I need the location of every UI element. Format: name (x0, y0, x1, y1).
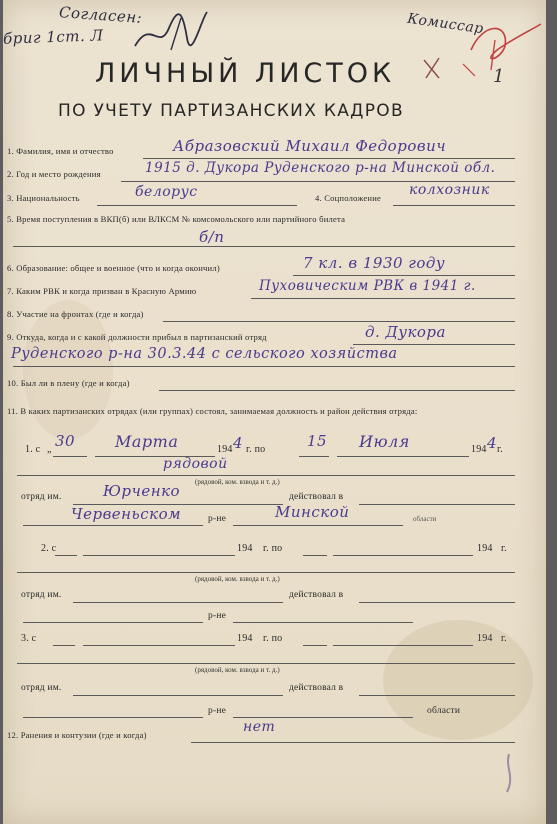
page-subtitle: ПО УЧЕТУ ПАРТИЗАНСКИХ КАДРОВ (58, 101, 404, 121)
ink-mark (495, 752, 525, 802)
service-1-district-label: р-не (208, 514, 227, 524)
service-3-year-suffix: г. (501, 633, 507, 644)
field-12-label: 12. Ранения и контузии (где и когда) (7, 730, 147, 740)
commissar-note: Комиссар (406, 10, 485, 38)
field-5-value: б/п (199, 228, 225, 246)
service-1-from-month: Марта (115, 432, 179, 451)
field-4-value: колхозник (409, 182, 490, 198)
field-6-line (293, 275, 515, 276)
field-12-line (191, 742, 515, 743)
service-2-to-label: г. по (263, 543, 283, 554)
service-1-position-hint: (рядовой, ком. взвода и т. д.) (195, 478, 280, 486)
service-3-unit-label: отряд им. (21, 683, 62, 693)
field-5-line (13, 246, 515, 247)
field-8-label: 8. Участие на фронтах (где и когда) (7, 309, 144, 319)
field-1-line (143, 158, 515, 159)
service-2-from-year: 194 (237, 543, 253, 554)
field-9-line (353, 344, 515, 345)
field-5-label: 5. Время поступления в ВКП(б) или ВЛКСМ № комсомольского или партийного билета (7, 214, 346, 224)
service-2-acted-label: действовал в (289, 590, 344, 600)
field-6-value: 7 кл. в 1930 году (303, 254, 446, 272)
signature-scribble (131, 8, 211, 58)
field-10-label: 10. Был ли в плену (где и когда) (7, 378, 130, 388)
field-6-label: 6. Образование: общее и военное (что и когда окончил) (7, 263, 220, 273)
service-3-acted-label: действовал в (289, 683, 344, 693)
service-1-acted-label: действовал в (289, 492, 344, 502)
field-10-line (159, 390, 515, 391)
field-3-value: белорус (135, 184, 198, 200)
service-1-to-day: 15 (307, 432, 328, 450)
page-title: ЛИЧНЫЙ ЛИСТОК (95, 58, 396, 89)
service-1-unit-label: отряд им. (21, 492, 62, 502)
field-12-value: нет (243, 719, 276, 735)
service-1-to-label: г. по (246, 444, 266, 455)
field-4-line (393, 205, 515, 206)
agreed-note: Согласен: (58, 3, 143, 27)
service-1-to-month: Июля (359, 432, 410, 451)
service-2-to-year: 194 (477, 543, 493, 554)
field-4-label: 4. Соцположение (315, 193, 382, 203)
service-3-position-hint: (рядовой, ком. взвода и т. д.) (195, 666, 280, 674)
agreed-sub-note: бриг 1ст. Л (3, 26, 104, 48)
service-2-unit-label: отряд им. (21, 590, 62, 600)
field-9-label: 9. Откуда, когда и с какой должности прибыл в партизанский отряд (7, 332, 267, 342)
service-1-to-year: 194 (471, 444, 487, 455)
service-1-year-suffix: г. (497, 444, 503, 455)
service-3-district-label: р-не (208, 706, 227, 716)
service-1-to-year-digit: 4 (487, 434, 498, 452)
service-2-position-hint: (рядовой, ком. взвода и т. д.) (195, 575, 280, 583)
service-3-to-year: 194 (477, 633, 493, 644)
service-2-number: 2. с (41, 543, 57, 554)
service-1-region-value: Минской (275, 503, 350, 521)
field-9-value-1: д. Дукора (365, 323, 446, 341)
service-1-from-year: 194 (217, 444, 233, 455)
service-3-from-year: 194 (237, 633, 253, 644)
field-1-label: 1. Фамилия, имя и отчество (7, 146, 114, 156)
field-11-label: 11. В каких партизанских отрядах (или группах) состоял, занимаемая должность и район действия отряда: (7, 406, 418, 416)
service-1-region-label: области (413, 515, 437, 523)
service-1-number: 1. с (25, 444, 41, 455)
service-3-number: 3. с (21, 633, 37, 644)
field-1-value: Абразовский Михаил Федорович (173, 137, 447, 155)
field-3-label: 3. Национальность (7, 193, 80, 203)
check-mark (421, 54, 443, 82)
service-2-district-label: р-не (208, 611, 227, 621)
field-7-label: 7. Каким РВК и когда призван в Красную Армию (7, 286, 197, 296)
page-number-mark: 1 (493, 66, 505, 87)
field-9-value-2: Руденского р-на 30.3.44 с сельского хозяйства (11, 346, 398, 362)
paper-stain (23, 300, 113, 440)
field-7-value: Пуховическим РВК в 1941 г. (259, 278, 476, 294)
paper-stain (383, 620, 533, 740)
field-9-line-2 (13, 366, 515, 367)
service-3-region-label: области (427, 706, 461, 716)
service-1-from-day: 30 (55, 432, 76, 450)
service-1-from-year-digit: 4 (233, 434, 244, 452)
service-1-position: рядовой (163, 456, 228, 472)
field-2-label: 2. Год и место рождения (7, 169, 101, 179)
service-3-to-label: г. по (263, 633, 283, 644)
service-2-year-suffix: г. (501, 543, 507, 554)
field-2-value: 1915 д. Дукора Руденского р-на Минской обл. (145, 160, 496, 176)
field-8-line (163, 321, 515, 322)
field-7-line (251, 298, 515, 299)
field-3-line (97, 205, 297, 206)
service-1-district-value: Червеньском (71, 505, 182, 523)
document-page: Согласен: бриг 1ст. Л Комиссар 1 ЛИЧНЫЙ ЛИСТОК ПО УЧЕТУ ПАРТИЗАНСКИХ КАДРОВ 1. Фамилия, имя и отчество Абразовский Михаил Федорович 2. Год и место рождения 1915 д. Дукора Руденского р-на Минской обл. 3. Национальность белорус 4. Соцположение колхозник 5. Время поступления в ВКП(б) или ВЛКСМ № комсомольского или партийного билета б/п 6. Образование: общее и военное (что и когда окончил) 7 кл. в 1930 году 7. Каким РВК и когда призван в Красную Армию Пуховическим РВК в 1941 г. 8. Участие на фронтах (где и когда) 9. Откуда, когда и с какой должности прибыл в партизанский отряд д. Дукора Руденского р-на 30.3.44 с сельского хозяйства 10. Был ли в плену (где и когда) 11. В каких партизанских отрядах (или группах) состоял, занимаемая должность и район действия отряда: 1. с „ 30 Марта 194 4 г. по 15 Июля 194 4 г. рядовой (рядовой, ком. взвода и т. д.) отряд им. Юрченко действовал в Червеньском р-не Минской области 2. с 194 г. по 194 г. (рядовой, ком. взвода и т. д.) отряд им. действовал в р-не 3. с 194 г. по 194 г. (рядовой, ком. взвода и т. д.) отряд им. действовал в р-не области 12. Ранения и контузии (где и когда) нет (3, 0, 546, 824)
service-1-unit-value: Юрченко (103, 482, 181, 500)
